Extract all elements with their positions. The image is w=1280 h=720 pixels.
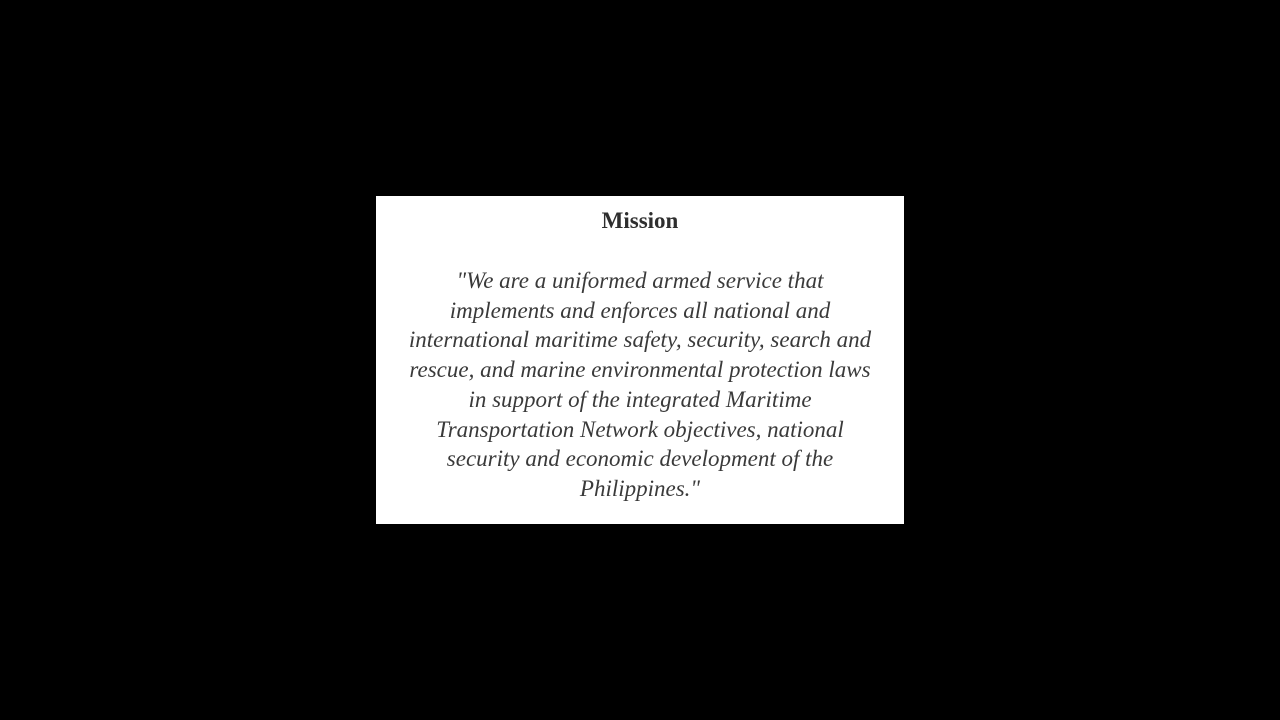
statement-line: rescue, and marine environmental protection laws [409, 357, 871, 383]
statement-line: Philippines." [579, 475, 701, 501]
statement-line: security and economic development of the [446, 446, 834, 472]
mission-statement [376, 266, 904, 504]
statement-line: in support of the integrated Maritime [468, 386, 812, 412]
mission-card [376, 196, 904, 524]
statement-line: Transportation Network objectives, national [436, 416, 844, 442]
statement-line: implements and enforces all national and [449, 297, 831, 323]
statement-line: "We are a uniformed armed service that [456, 268, 824, 293]
statement-line: international maritime safety, security, search and [408, 327, 872, 353]
mission-title: Mission [601, 208, 679, 233]
